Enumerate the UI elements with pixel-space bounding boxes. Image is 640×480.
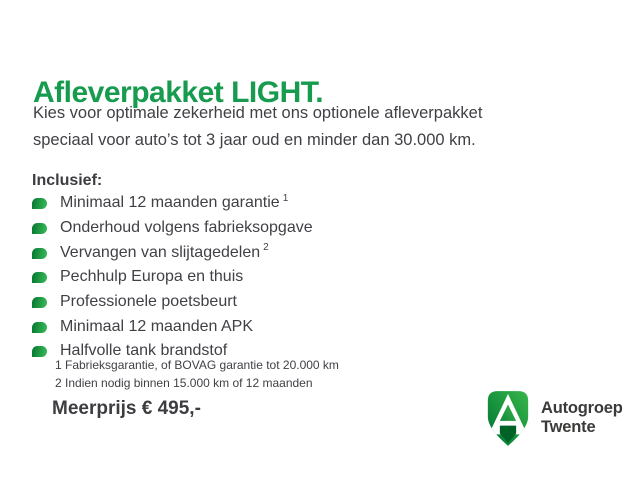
list-item-label: Vervangen van slijtagedelen $^2$ <box>60 242 269 261</box>
list-item <box>32 290 316 315</box>
list-item <box>32 216 316 241</box>
subtitle-line-2: speciaal voor auto’s tot 3 jaar oud en minder dan 30.000 km. <box>33 131 476 149</box>
shield-a-icon <box>484 388 532 448</box>
leaf-bullet-icon <box>32 272 47 283</box>
leaf-bullet-icon <box>32 297 47 308</box>
leaf-bullet-icon <box>32 322 47 333</box>
leaf-bullet-icon <box>32 198 47 209</box>
list-item-label: Minimaal 12 maanden APK <box>60 317 253 335</box>
footnote-ref: 2 <box>263 242 269 254</box>
price-label: Meerprijs € 495,- <box>52 398 201 419</box>
leaf-bullet-icon <box>32 223 47 234</box>
inclusions-list <box>32 191 316 364</box>
leaf-bullet-icon <box>32 346 47 357</box>
list-item-label: Minimaal 12 maanden garantie $^1$ <box>60 193 289 212</box>
autogroep-twente-logo <box>484 388 623 448</box>
list-item <box>32 314 316 339</box>
logo-wordmark <box>541 399 623 437</box>
list-item <box>32 240 316 265</box>
footnote-2: 2 Indien nodig binnen 15.000 km of 12 maanden <box>55 375 313 390</box>
inclusions-heading: Inclusief: <box>32 172 103 189</box>
list-item-label: Pechhulp Europa en thuis <box>60 268 244 286</box>
logo-line-1: Autogroep <box>541 399 623 417</box>
list-item-label: Professionele poetsbeurt <box>60 293 237 311</box>
list-item <box>32 191 316 216</box>
footnotes <box>55 357 339 392</box>
subtitle <box>33 100 482 154</box>
logo-line-2: Twente <box>541 418 596 436</box>
leaf-bullet-icon <box>32 248 47 259</box>
list-item <box>32 265 316 290</box>
footnote-ref: 1 <box>282 193 289 205</box>
list-item-label: Halfvolle tank brandstof <box>60 342 228 360</box>
subtitle-line-1: Kies voor optimale zekerheid met ons optionele afleverpakket <box>33 104 483 122</box>
list-item-label: Onderhoud volgens fabrieksopgave <box>60 219 313 237</box>
page-title: Afleverpakket LIGHT. <box>33 76 324 110</box>
footnote-1: 1 Fabrieksgarantie, of BOVAG garantie tot 20.000 km <box>55 358 339 372</box>
